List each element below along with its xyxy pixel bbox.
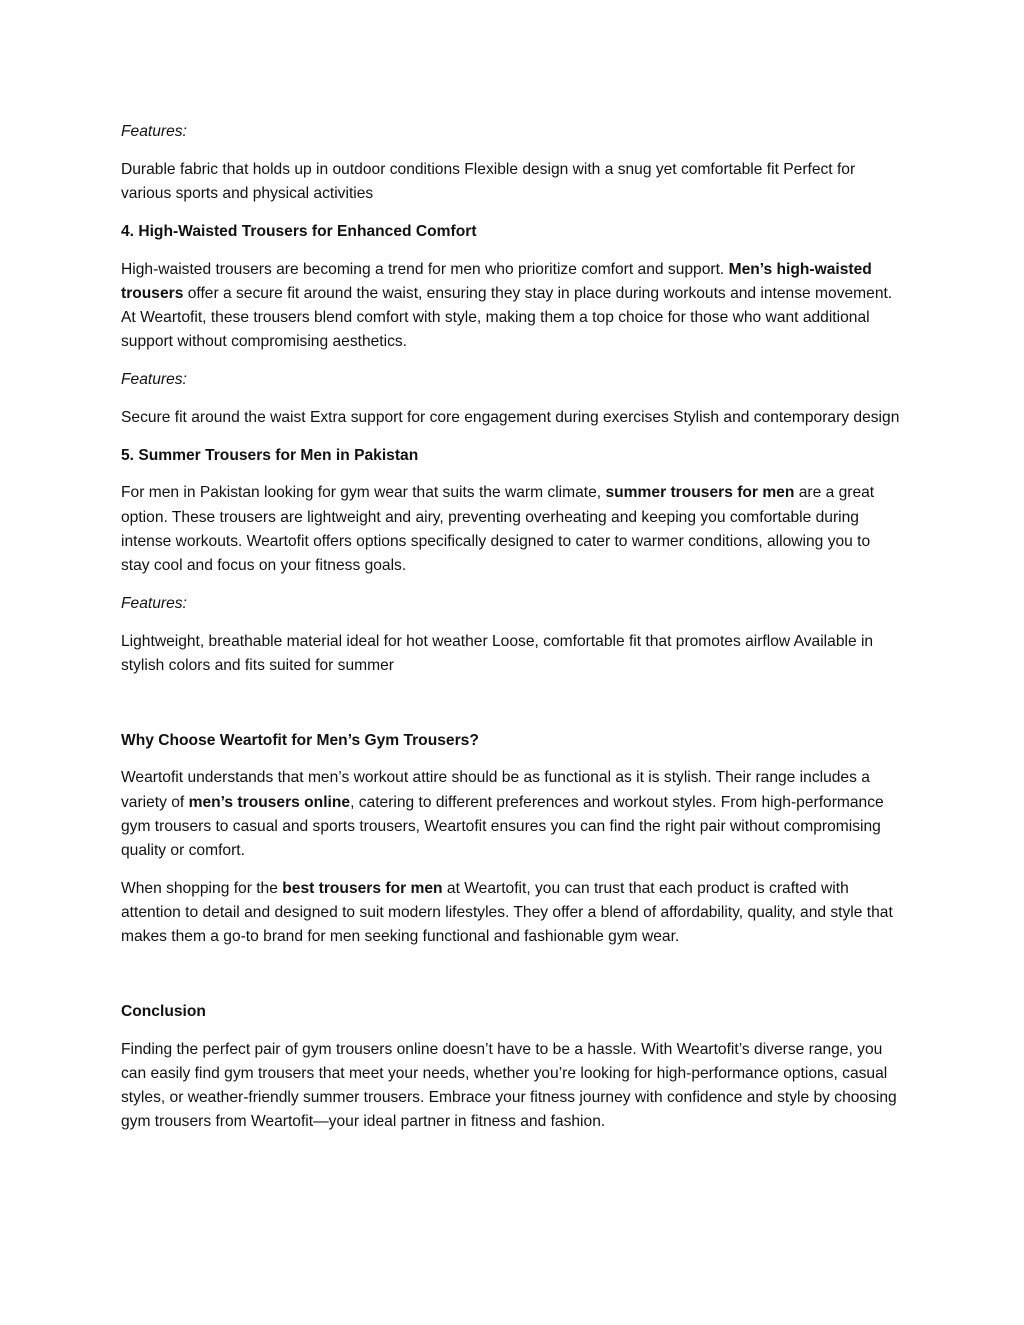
bold-keyword: Men’s high-waisted trousers bbox=[121, 260, 872, 302]
paragraph-text: For men in Pakistan looking for gym wear that suits the warm climate, bbox=[121, 484, 606, 502]
bold-keyword: best trousers for men bbox=[282, 879, 443, 897]
paragraph-why-choose-2 bbox=[121, 877, 903, 950]
bold-keyword: men’s trousers online bbox=[188, 793, 351, 811]
features-text: Durable fabric that holds up in outdoor conditions Flexible design with a snug yet comfortable fit Perfect for various sports and physical activities bbox=[121, 160, 856, 202]
section-heading-why-choose: Why Choose Weartofit for Men’s Gym Trousers? bbox=[121, 731, 479, 749]
paragraph-summer bbox=[121, 481, 903, 578]
features-label: Features: bbox=[121, 371, 187, 388]
section-heading-conclusion: Conclusion bbox=[121, 1003, 206, 1020]
paragraph-text: When shopping for the bbox=[121, 879, 283, 897]
features-label: Features: bbox=[121, 123, 187, 140]
features-label: Features: bbox=[121, 594, 187, 612]
paragraph-high-waisted bbox=[121, 258, 903, 355]
document-page bbox=[121, 120, 903, 1148]
paragraph-why-choose-1 bbox=[121, 766, 903, 863]
section-heading-high-waisted: 4. High-Waisted Trousers for Enhanced Comfort bbox=[121, 222, 477, 240]
spacer bbox=[121, 963, 903, 1000]
spacer bbox=[121, 692, 903, 729]
paragraph-text: are a great option. These trousers are lightweight and airy, preventing overheating and keeping you comfortable during intense workouts. Weartofit offers options specifically designed to cater to warmer conditions, allowing you to stay cool and focus on your fitness goals. bbox=[121, 484, 875, 574]
paragraph-text: Weartofit understands that men’s workout attire should be as functional as it is stylish. Their range includes a variety of bbox=[121, 769, 870, 811]
paragraph-text: at Weartofit, you can trust that each product is crafted with attention to detail and designed to suit modern lifestyles. They offer a blend of affordability, quality, and style that makes them a go-to brand for men seeking functional and fashionable gym wear. bbox=[121, 879, 893, 946]
bold-keyword: summer trousers for men bbox=[605, 484, 795, 502]
paragraph-text: , catering to different preferences and workout styles. From high-performance gym trousers to casual and sports trousers, Weartofit ensures you can find the right pair without compromising quality or comfort. bbox=[121, 793, 884, 859]
paragraph-text: offer a secure fit around the waist, ensuring they stay in place during workouts and intense movement. At Weartofit, these trousers blend comfort with style, making them a top choice for those who want additional support without compromising aesthetics. bbox=[121, 284, 893, 351]
section-heading-summer: 5. Summer Trousers for Men in Pakistan bbox=[121, 446, 419, 464]
features-text: Lightweight, breathable material ideal for hot weather Loose, comfortable fit that promotes airflow Available in stylish colors and fits suited for summer bbox=[121, 632, 874, 674]
paragraph-text: High-waisted trousers are becoming a trend for men who prioritize comfort and support. bbox=[121, 260, 729, 278]
paragraph-conclusion: Finding the perfect pair of gym trousers online doesn’t have to be a hassle. With Weartofit’s diverse range, you can easily find gym trousers that meet your needs, whether you’re looking for high-performance options, casual styles, or weather-friendly summer trousers. Embrace your fitness journey with confidence and style by choosing gym trousers from Weartofit—your ideal partner in fitness and fashion. bbox=[121, 1040, 897, 1131]
features-text: Secure fit around the waist Extra support for core engagement during exercises Stylish and contemporary design bbox=[121, 408, 900, 426]
